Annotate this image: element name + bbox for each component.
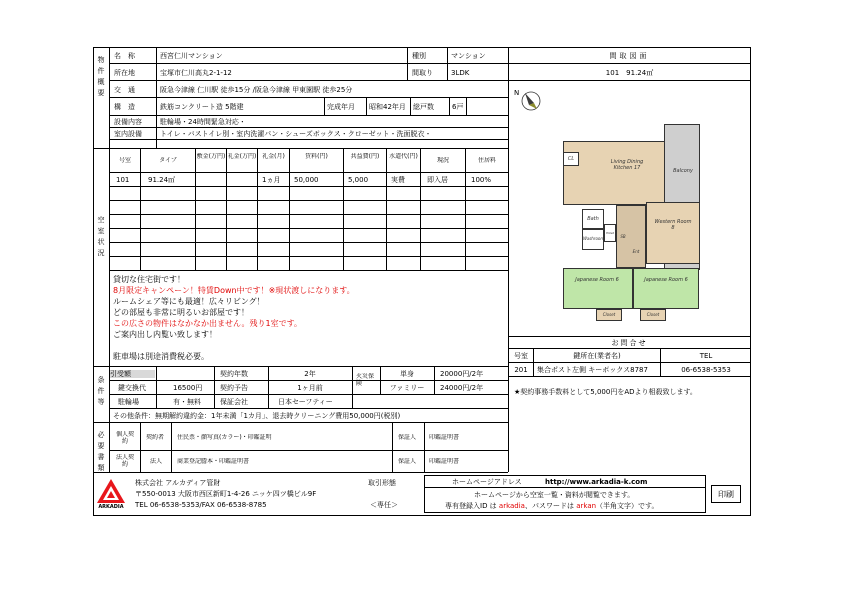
logo-text: ARKADIA <box>98 504 124 510</box>
vacancy-cell-water: 実費 <box>391 176 405 184</box>
homepage-password: arkan <box>576 502 597 510</box>
side-label-property: 物件概要 <box>97 56 105 97</box>
cl-label: CL <box>567 156 575 162</box>
cond-label-single: 単身 <box>400 370 414 378</box>
contact-col-key: 鍵所在(業者名) <box>573 352 621 360</box>
label-address: 所在地 <box>114 69 135 77</box>
label-room-equipment: 室内設備 <box>114 130 142 138</box>
vacancy-cell-unit: 101 <box>116 176 130 184</box>
label-equipment: 設備内容 <box>114 118 142 126</box>
western-label: Western Room 8 <box>654 219 692 231</box>
label-structure: 構 造 <box>114 103 135 111</box>
label-units: 総戸数 <box>413 103 434 111</box>
contact-unit: 201 <box>514 366 528 374</box>
docs-guarantor-label: 保証人 <box>398 434 417 441</box>
homepage-id: arkadia <box>498 502 525 510</box>
compass-icon <box>520 90 542 112</box>
cond-notice: 1ヶ月前 <box>297 384 323 392</box>
homepage-url[interactable]: http://www.arkadia-k.com <box>545 478 648 486</box>
arkadia-logo-icon <box>96 478 126 504</box>
docs-label-corporate: 法人契約 <box>115 454 134 468</box>
remark-line: ご案内出し内覧い致します！ <box>113 330 217 339</box>
remark-line: ルームシェア等にも最適！広々リビング！ <box>113 297 265 306</box>
vacancy-cell-type: 91.24㎡ <box>148 176 176 184</box>
cond-label-bike: 駐輪場 <box>118 398 139 406</box>
property-structure: 鉄筋コンクリート造 5階建 <box>160 103 244 111</box>
remark-line: 8月限定キャンペーン！特賃Down中です！※現状渡しになります。 <box>113 286 355 295</box>
remark-line: 貸切な住宅街です！ <box>113 275 185 284</box>
contact-header: お問合せ <box>611 339 648 347</box>
vacancy-header-keymoney: 礼金(万円) <box>227 153 257 160</box>
company-address: 〒550-0013 大阪市西区新町1-4-26 ニッケ四ツ橋ビル9F <box>135 490 317 498</box>
vacancy-header-deposit: 敷金(万円) <box>196 153 226 160</box>
docs-guarantor-req: 印鑑証明書 <box>429 434 460 441</box>
bath-label: Bath <box>587 216 599 222</box>
toilet-label: Toilet <box>606 231 614 235</box>
property-name: 西宮仁川マンション <box>160 52 223 60</box>
remarks-block <box>113 272 506 366</box>
ldk-label: Living Dining Kitchen 17 <box>610 159 644 171</box>
cond-label-insurance: 火災保険 <box>356 373 375 387</box>
floorplan <box>512 84 748 332</box>
vacancy-header-unit: 号室 <box>118 157 131 164</box>
property-layout: 3LDK <box>451 69 470 77</box>
label-layout: 間取り <box>412 69 433 77</box>
cond-label-keychange: 鍵交換代 <box>118 384 146 392</box>
print-button[interactable]: 印刷 <box>711 485 741 503</box>
cond-other: その他条件：無期解約違約金：1年未満「1カ月」、退去時クリーニング費用50,000円(税別) <box>113 412 401 420</box>
entrance-label: Ent <box>632 249 640 254</box>
vacancy-cell-keymonth: 1ヵ月 <box>262 176 281 184</box>
vacancy-header-type: タイプ <box>159 157 177 164</box>
closet-2-label: Closet <box>646 312 660 317</box>
cond-keychange: 16500円 <box>173 384 203 392</box>
label-name: 名 称 <box>114 52 135 60</box>
property-units: 6戸 <box>452 103 464 111</box>
property-traffic: 阪急今津線 仁川駅 徒歩15分 /阪急今津線 甲東園駅 徒歩25分 <box>160 86 353 94</box>
property-address: 宝塚市仁川高丸2-1-12 <box>160 69 232 77</box>
agent-value: ＜専任＞ <box>370 501 398 509</box>
side-label-conditions: 条件等 <box>97 376 105 406</box>
homepage-line2-b: 、パスワードは <box>524 502 577 510</box>
vacancy-cell-status: 即入居 <box>427 176 448 184</box>
remark-line: 駐車場は別途消費税必要。 <box>113 352 209 361</box>
docs-contractor-label: 契約者 <box>146 434 165 441</box>
floorplan-sub: 101 91.24㎡ <box>605 69 654 77</box>
cond-label-guarantor-co: 保証会社 <box>220 398 248 406</box>
docs-corp-req: 商業登記謄本・印鑑証明書 <box>177 458 250 465</box>
contact-note: ★契約事務手数料として5,000円をADより相殺致します。 <box>514 388 697 396</box>
cond-single-fee: 20000円/2年 <box>440 370 484 378</box>
property-equipment: 駐輪場・24時間緊急対応・ <box>160 118 246 126</box>
homepage-line2-c: （半角文字）です。 <box>596 502 659 510</box>
compass-label: N <box>514 89 520 97</box>
company-tel: TEL 06-6538-5353/FAX 06-6538-8785 <box>135 501 267 509</box>
vacancy-header-rent: 賃料(円) <box>305 153 328 160</box>
vacancy-header-common: 共益費(円) <box>350 153 380 160</box>
agent-label: 取引形態 <box>368 479 396 487</box>
property-type: マンション <box>451 52 486 60</box>
japanese-1-label: Japanese Room 6 <box>575 277 619 283</box>
cond-label-guarantee: 引受額 <box>110 370 155 378</box>
contact-col-unit: 号室 <box>514 352 528 360</box>
sb-label: SB <box>620 234 626 239</box>
cond-label-term: 契約年数 <box>220 370 248 378</box>
vacancy-header-water: 水道代(円) <box>389 153 418 160</box>
docs-corp-guarantor-label: 保証人 <box>398 458 417 465</box>
cond-label-family: ファミリー <box>389 384 425 392</box>
vacancy-header-status: 現況 <box>436 157 449 164</box>
contact-tel: 06-6538-5353 <box>681 366 731 374</box>
balcony-label: Balcony <box>673 168 693 174</box>
side-label-docs: 必要書類 <box>97 431 105 472</box>
cond-term: 2年 <box>304 370 316 378</box>
docs-label-individual: 個人契約 <box>115 431 134 445</box>
homepage-label: ホームページアドレス <box>452 478 522 486</box>
property-built: 昭和42年月 <box>369 103 406 111</box>
cond-guarantor-co: 日本セーフティー <box>278 398 333 406</box>
company-name: 株式会社 アルカディア管財 <box>135 479 221 487</box>
homepage-line2 <box>445 502 705 510</box>
cond-label-notice: 契約予告 <box>220 384 248 392</box>
cond-bike: 有・無料 <box>173 398 201 406</box>
vacancy-cell-common: 5,000 <box>348 176 369 184</box>
japanese-2-label: Japanese Room 6 <box>644 277 688 283</box>
side-label-vacancy: 空室状況 <box>97 216 105 257</box>
vacancy-header-rate: 住居料 <box>477 157 496 164</box>
homepage-line1: ホームページから空室一覧・資料が閲覧できます。 <box>474 491 635 499</box>
homepage-line2-a: 専有登録入ID は <box>445 502 499 510</box>
docs-corp-guarantor-req: 印鑑証明書 <box>429 458 460 465</box>
property-room-equipment: トイレ・バストイレ別・室内洗濯パン・シューズボックス・クローゼット・洗面脱衣・ <box>160 130 432 138</box>
docs-contractor-req: 住民票・顔写真(カラー)・印鑑証明 <box>177 434 272 441</box>
remark-line: どの部屋も非常に明るいお部屋です！ <box>113 308 249 317</box>
vacancy-cell-rent: 50,000 <box>294 176 319 184</box>
floorplan-header: 間取図面 <box>609 52 650 60</box>
cond-family-fee: 24000円/2年 <box>440 384 484 392</box>
room-japanese-1 <box>563 268 633 309</box>
vacancy-header-keymonth: 礼金(月) <box>262 153 285 160</box>
company-logo <box>96 478 126 512</box>
contact-key: 集合ポスト左側 キーボックス8787 <box>537 366 648 374</box>
docs-corp-label: 法人 <box>150 458 163 465</box>
label-type: 種別 <box>412 52 426 60</box>
label-traffic: 交 通 <box>114 86 135 94</box>
remark-line: この広さの物件はなかなか出ません。残り1室です。 <box>113 319 302 328</box>
closet-1-label: Closet <box>602 312 616 317</box>
label-built: 完成年月 <box>327 103 355 111</box>
room-western <box>646 202 700 264</box>
contact-col-tel: TEL <box>699 352 713 360</box>
wash-label: Washroom <box>583 236 605 241</box>
room-japanese-2 <box>633 268 699 309</box>
vacancy-cell-rate: 100% <box>471 176 492 184</box>
